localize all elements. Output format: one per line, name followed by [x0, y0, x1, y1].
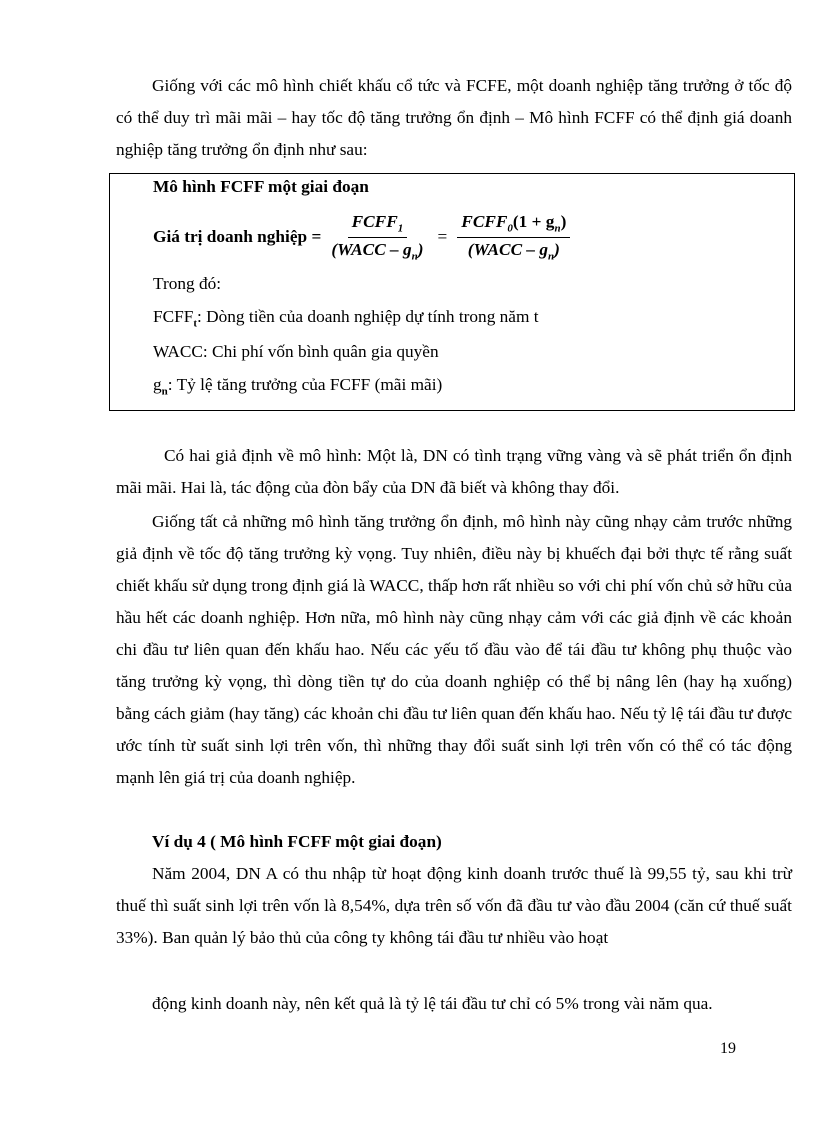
def-wacc: WACC: Chi phí vốn bình quân gia quyền: [153, 342, 439, 361]
fraction-1: $\frac{FCFF_1}{(WACC - g_n)}$: [331, 212, 424, 262]
assumptions-paragraph: Có hai giả định về mô hình: Một là, DN có tình trạng vững vàng và sẽ phát triển ổn định mãi mãi. Hai là, tác động của đòn bẩy của DN đã biết và không thay đổi.: [116, 446, 792, 497]
intro-paragraph: Giống với các mô hình chiết khấu cổ tức và FCFE, một doanh nghiệp tăng trưởng ở tốc độ có thể duy trì mãi mãi – hay tốc độ tăng trưởng ổn định – Mô hình FCFF có thể định giá doanh nghiệp tăng trưởng ổn định như sau:: [116, 76, 792, 159]
fcff-formula: [153, 208, 576, 266]
where-label: Trong đó:: [153, 274, 222, 293]
example-title: Ví dụ 4 ( Mô hình FCFF một giai đoạn): [152, 832, 442, 851]
def-fcff: $FCFF_t$: Dòng tiền của doanh nghiệp dự tính trong năm t: [153, 307, 539, 330]
fraction-2: $\frac{FCFF_0(1 + g_n)}{(WACC - g_n)}$: [457, 212, 570, 262]
fcff-model-box: [109, 173, 795, 411]
def-g: $g_n$: Tỷ lệ tăng trưởng của FCFF (mãi mãi): [153, 375, 443, 398]
formula-label: Giá trị doanh nghiệp =: [153, 227, 322, 246]
page-number: 19: [720, 1040, 736, 1057]
equals-sign: =: [437, 227, 448, 246]
sensitivity-paragraph: Giống tất cả những mô hình tăng trưởng ổn định, mô hình này cũng nhạy cảm trước những giả định về tốc độ tăng trưởng kỳ vọng. Tuy nhiên, điều này bị khuếch đại bởi thực tế rằng suất chiết khấu sử dụng trong định giá là WACC, thấp hơn rất nhiều so với chi phí vốn chủ sở hữu của hầu hết các doanh nghiệp. Hơn nữa, mô hình này cũng nhạy cảm với các giả định về các khoản chi đầu tư liên quan đến khấu hao. Nếu các yếu tố đầu vào để tái đầu tư không phụ thuộc vào tăng trưởng kỳ vọng, thì dòng tiền tự do của doanh nghiệp có thể bị nâng lên (hay hạ xuống) bằng cách giảm (hay tăng) các khoản chi đầu tư liên quan đến khấu hao. Nếu tỷ lệ tái đầu tư được ước tính từ suất sinh lợi trên vốn, thì những thay đổi suất sinh lợi trên vốn có thể có tác động mạnh lên giá trị của doanh nghiệp.: [116, 512, 792, 787]
example-continuation: động kinh doanh này, nên kết quả là tỷ lệ tái đầu tư chỉ có 5% trong vài năm qua.: [152, 994, 713, 1013]
box-title: Mô hình FCFF một giai đoạn: [153, 177, 369, 196]
example-body: Năm 2004, DN A có thu nhập từ hoạt động kinh doanh trước thuế là 99,55 tỷ, sau khi trừ thuế thì suất sinh lợi trên vốn là 8,54%, dựa trên số vốn đã đầu tư vào đầu 2004 (căn cứ thuế suất 33%). Ban quản lý bảo thủ của công ty không tái đầu tư nhiều vào hoạt: [116, 864, 792, 947]
